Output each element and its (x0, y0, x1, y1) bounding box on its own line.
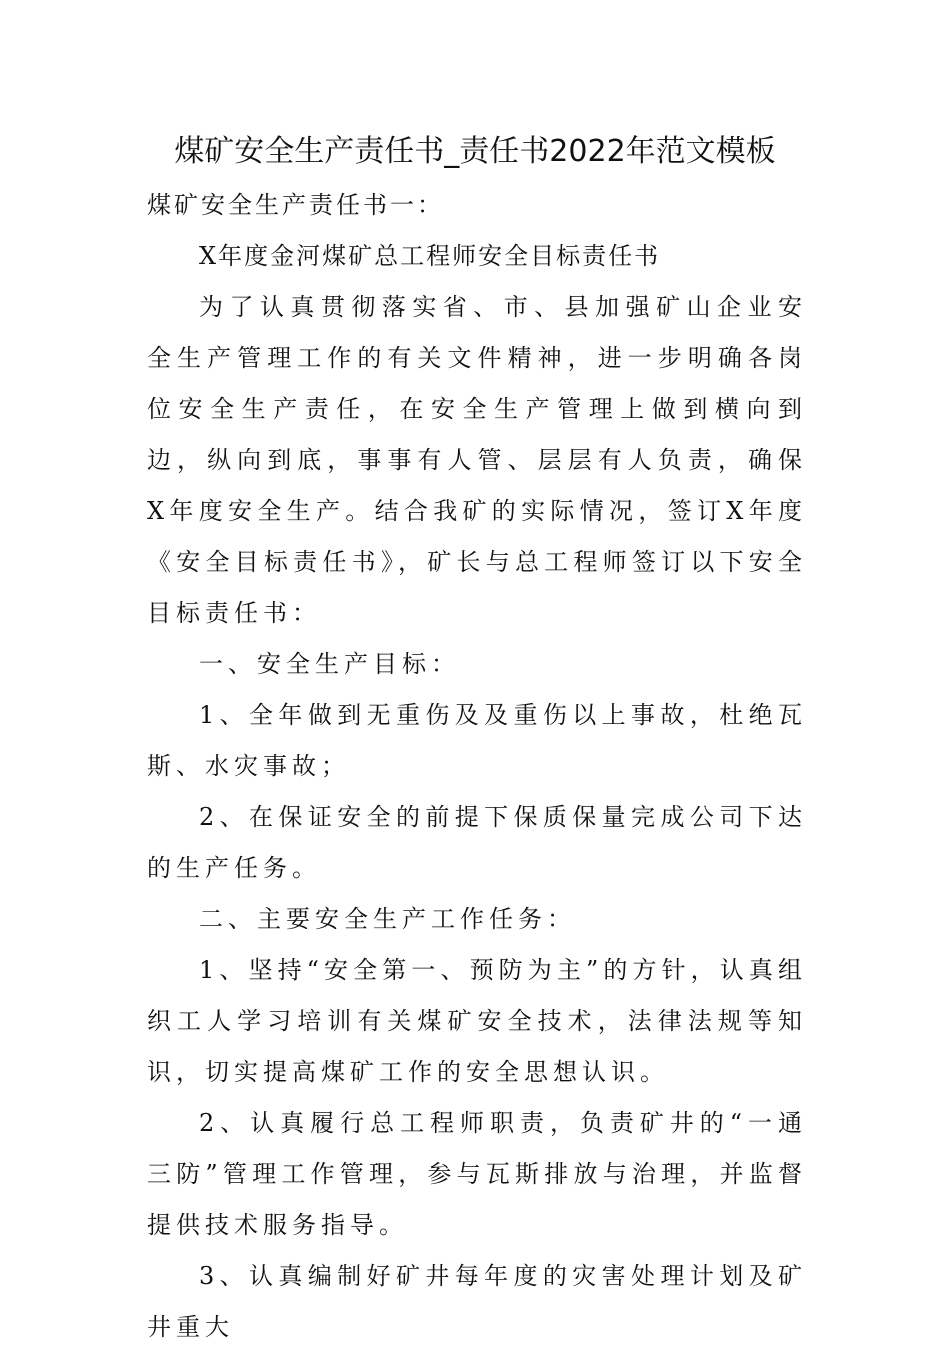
paragraph-task-1: 1、坚持“安全第一、预防为主”的方针，认真组织工人学习培训有关煤矿安全技术，法律法规等知识，切实提高煤矿工作的安全思想认识。 (147, 956, 807, 1086)
document-title: 煤矿安全生产责任书_责任书2022年范文模板 (174, 134, 776, 169)
paragraph-task-2: 2、认真履行总工程师职责，负责矿井的“一通三防”管理工作管理，参与瓦斯排放与治理，并监督提供技术服务指导。 (147, 1109, 807, 1239)
paragraph-section-heading: 煤矿安全生产责任书一： (147, 191, 444, 219)
paragraph-intro: 为了认真贯彻落实省、市、县加强矿山企业安全生产管理工作的有关文件精神，进一步明确各岗位安全生产责任，在安全生产管理上做到横向到边，纵向到底，事事有人管、层层有人负责，确保X年度安全生产。结合我矿的实际情况，签订X年度《安全目标责任书》，矿长与总工程师签订以下安全目标责任书： (147, 293, 807, 627)
document-body (147, 180, 807, 1353)
paragraph-heading-goals: 一、安全生产目标： (199, 650, 460, 678)
paragraph-goal-2: 2、在保证安全的前提下保质保量完成公司下达的生产任务。 (147, 803, 807, 882)
paragraph-task-3: 3、认真编制好矿井每年度的灾害处理计划及矿井重大 (147, 1262, 807, 1341)
paragraph-goal-1: 1、全年做到无重伤及及重伤以上事故，杜绝瓦斯、水灾事故； (147, 701, 807, 780)
paragraph-heading-tasks: 二、主要安全生产工作任务： (199, 905, 576, 933)
paragraph-subtitle: X年度金河煤矿总工程师安全目标责任书 (199, 242, 661, 270)
